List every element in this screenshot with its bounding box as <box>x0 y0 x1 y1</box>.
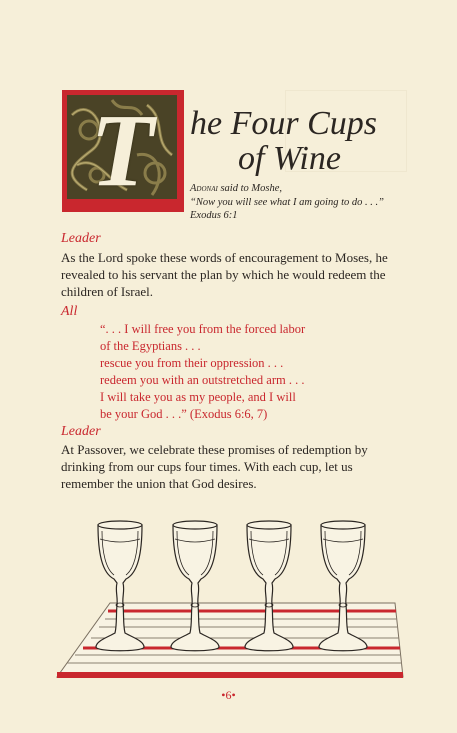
leader-paragraph-1 <box>61 249 401 300</box>
speaker-label-leader-2: Leader <box>61 424 101 439</box>
page-title-line-1: he Four Cups <box>190 105 377 142</box>
quote-line: be your God . . .” (Exodus 6:6, 7) <box>100 407 268 421</box>
epigraph-line-1-rest: said to Moshe, <box>217 183 282 194</box>
paragraph-line: children of Israel. <box>61 284 154 299</box>
paragraph-line: As the Lord spoke these words of encouragement to Moses, he <box>61 250 388 265</box>
speaker-label-all: All <box>61 304 78 319</box>
leader-paragraph-2 <box>61 441 401 492</box>
epigraph-line-2: “Now you will see what I am going to do . . .” <box>190 196 384 208</box>
epigraph-speaker: Adonai <box>190 183 218 194</box>
epigraph-line-1 <box>190 182 384 196</box>
paragraph-line: revealed to his servant the plan by which he would redeem the <box>61 267 386 282</box>
paragraph-line: remember the union that God desires. <box>61 476 257 491</box>
drop-cap-letter: T <box>90 93 154 208</box>
quote-line: rescue you from their oppression . . . <box>100 356 284 370</box>
epigraph <box>190 182 384 223</box>
quote-line: redeem you with an outstretched arm . . . <box>100 373 305 387</box>
scripture-quote <box>100 321 305 423</box>
epigraph-citation: Exodus 6:1 <box>190 210 238 221</box>
page-title-line-2: of Wine <box>238 140 341 177</box>
paragraph-line: drinking from our cups four times. With each cup, let us <box>61 459 353 474</box>
four-wine-cups-illustration <box>55 505 405 685</box>
quote-line: I will take you as my people, and I will <box>100 390 296 404</box>
quote-line: “. . . I will free you from the forced labor <box>100 322 306 336</box>
page-number: •6• <box>221 688 236 702</box>
speaker-label-leader-1: Leader <box>61 231 101 246</box>
paragraph-line: At Passover, we celebrate these promises of redemption by <box>61 442 368 457</box>
quote-line: of the Egyptians . . . <box>100 339 201 353</box>
